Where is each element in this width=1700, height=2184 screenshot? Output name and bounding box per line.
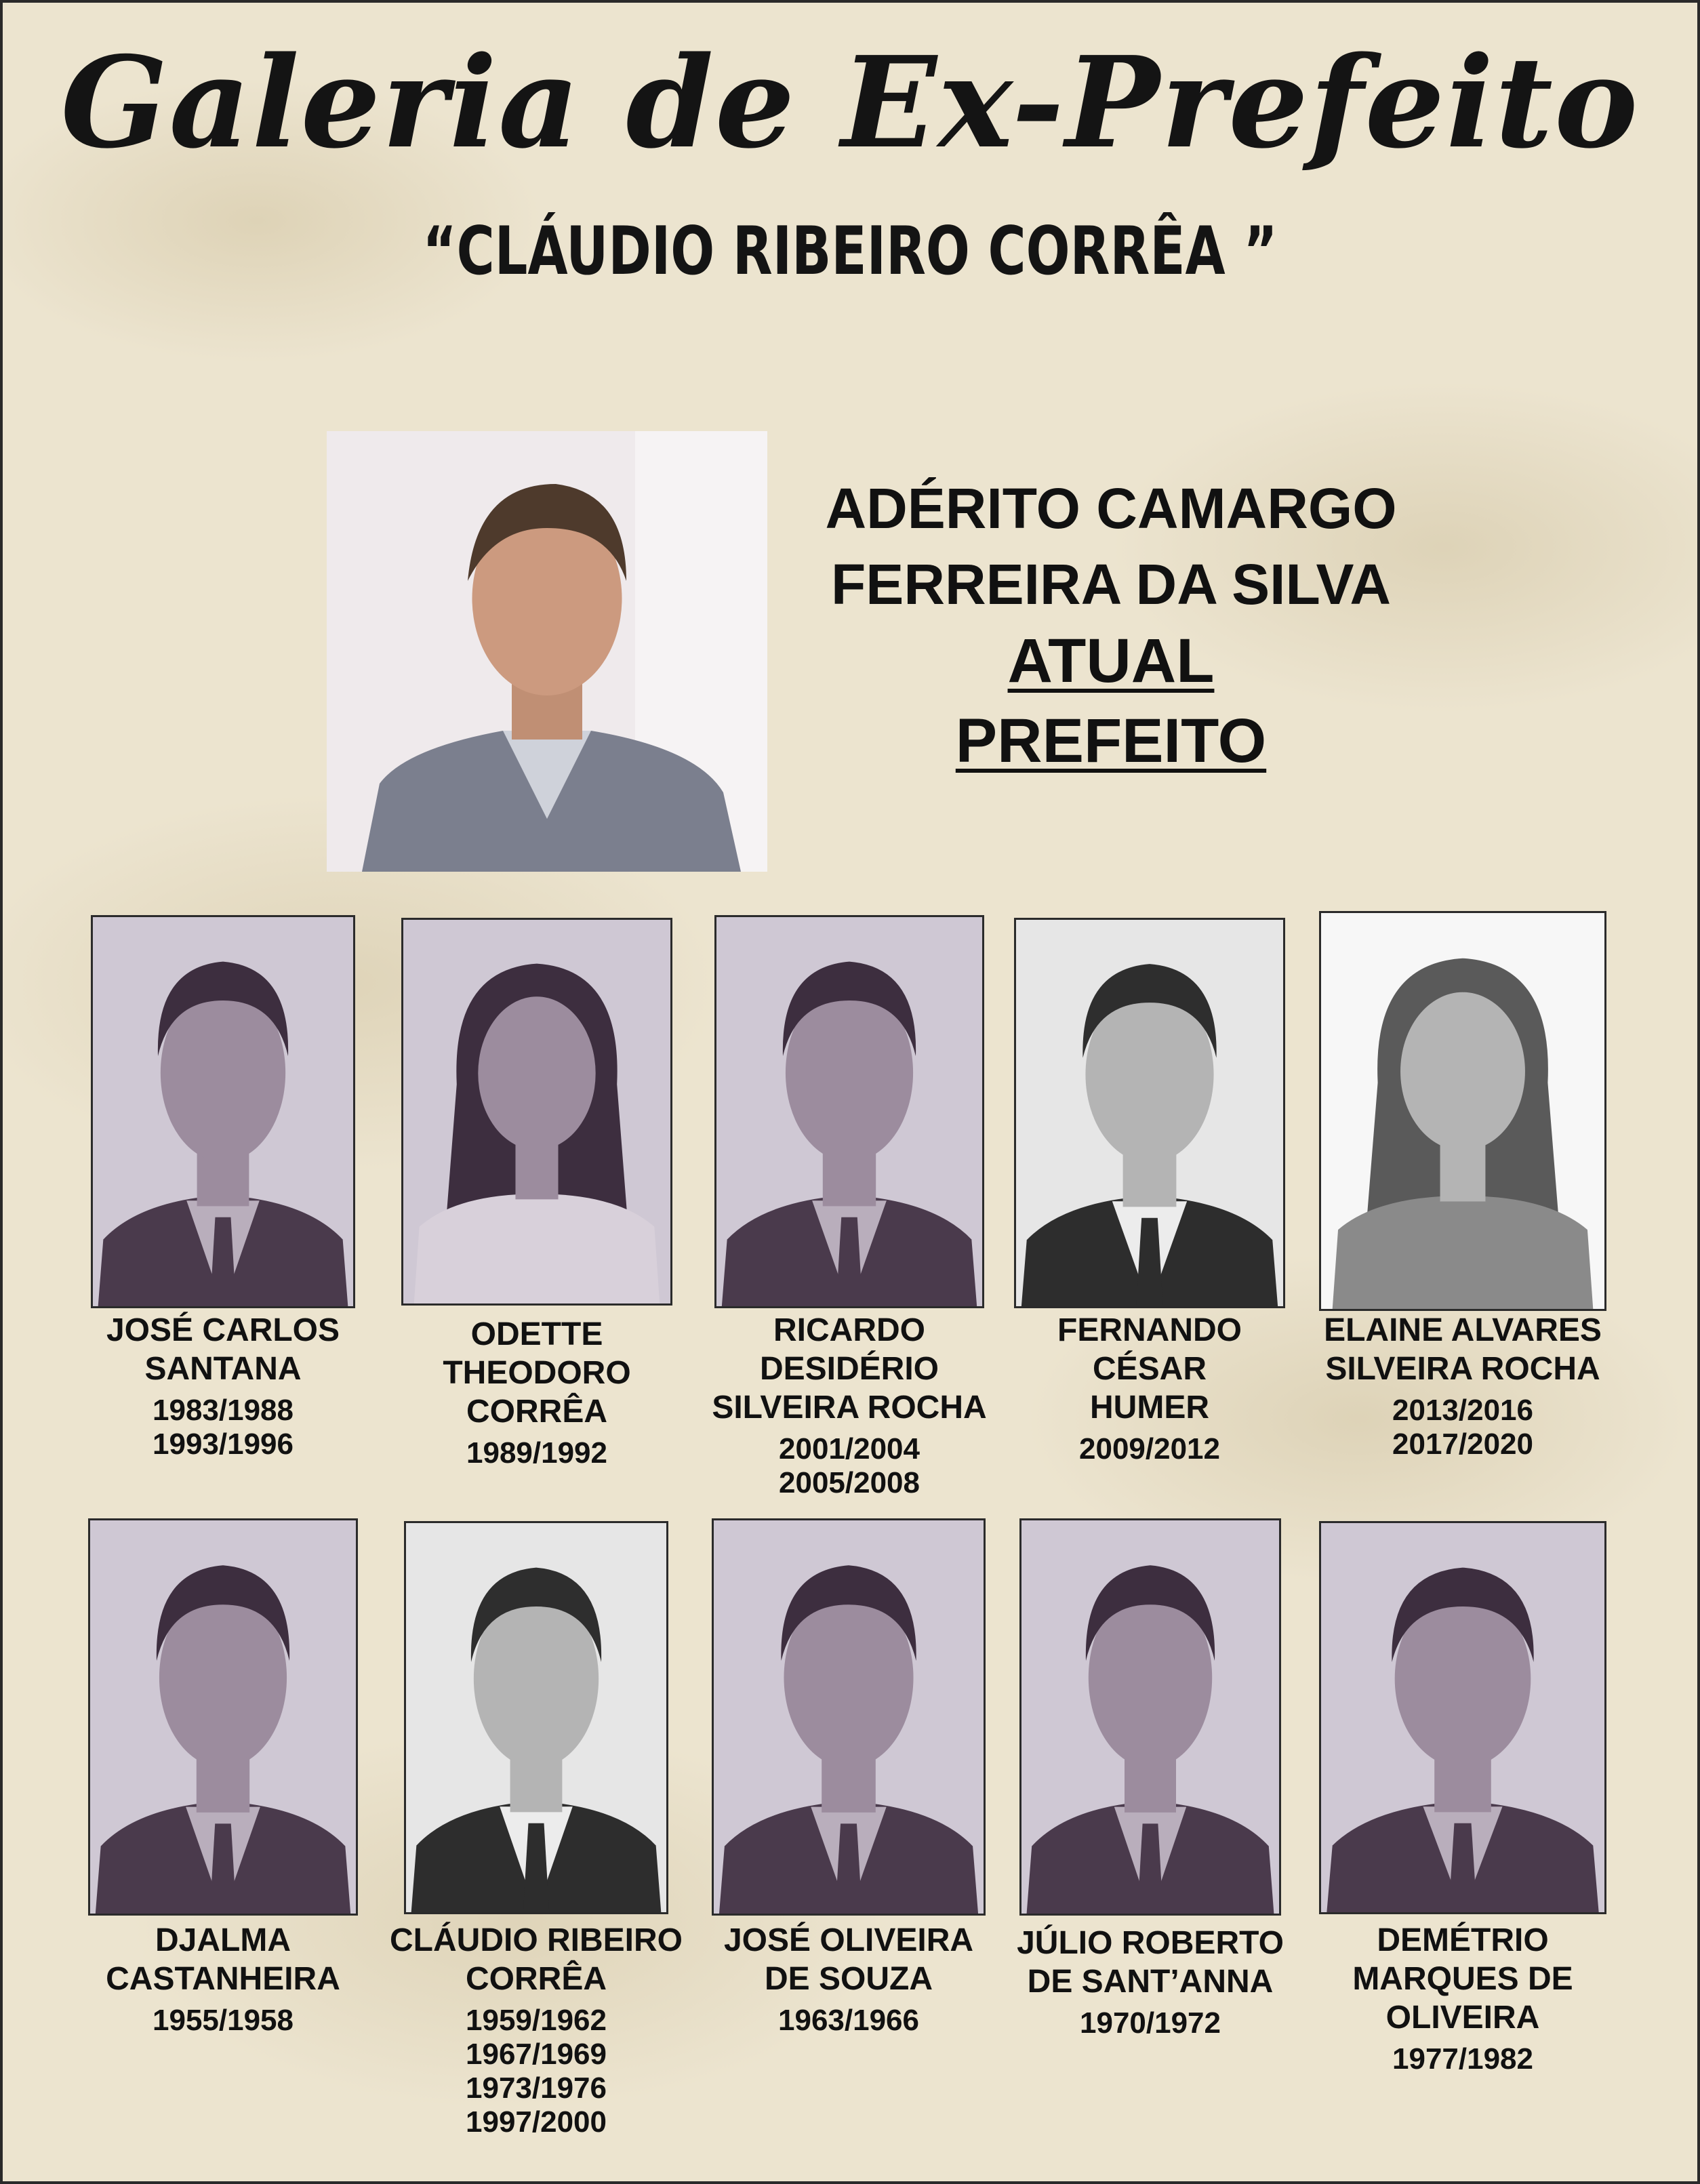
mayor-term: 1977/1982 (1392, 2042, 1533, 2076)
mayor-name-line: RICARDO (773, 1312, 925, 1348)
mayor-caption (686, 1921, 1011, 2038)
current-mayor-name-line1: ADÉRITO CAMARGO (825, 477, 1397, 540)
mayor-name-line: DESIDÉRIO (759, 1351, 939, 1387)
mayor-term: 2001/2004 (779, 1432, 920, 1465)
mayor-term: 1970/1972 (1080, 2006, 1221, 2040)
mayor-photo (88, 1518, 358, 1916)
current-mayor-role-line1: ATUAL (1007, 626, 1215, 695)
mayor-term: 1989/1992 (466, 1436, 607, 1470)
mayor-name-line: SILVEIRA ROCHA (1325, 1351, 1600, 1387)
mayor-name-line: CÉSAR (1092, 1351, 1207, 1387)
mayor-name-line: CORRÊA (466, 1394, 607, 1430)
mayor-photo (1019, 1518, 1281, 1916)
mayor-name-line: ELAINE ALVARES (1324, 1312, 1602, 1348)
mayor-term: 1955/1958 (153, 2004, 294, 2037)
mayor-name-line: SANTANA (144, 1351, 302, 1387)
mayor-name-line: JÚLIO ROBERTO (1017, 1925, 1284, 1961)
mayor-caption (60, 1921, 386, 2038)
current-mayor-name (748, 470, 1474, 622)
mayor-caption (988, 1924, 1313, 2040)
mayor-name-line: JOSÉ CARLOS (106, 1312, 340, 1348)
mayor-name-line: OLIVEIRA (1385, 2000, 1540, 2036)
current-mayor-name-line2: FERREIRA DA SILVA (830, 552, 1391, 616)
mayor-name-line: CASTANHEIRA (106, 1961, 340, 1997)
current-mayor-photo (327, 431, 767, 872)
mayor-name-line: FERNANDO (1057, 1312, 1242, 1348)
mayor-name-line: DJALMA (155, 1922, 291, 1958)
mayor-term: 2013/2016 (1392, 1394, 1533, 1427)
mayor-photo (401, 918, 672, 1306)
mayor-term: 1997/2000 (466, 2105, 607, 2139)
mayor-caption (1300, 1921, 1625, 2076)
mayor-term: 1973/1976 (466, 2071, 607, 2105)
current-mayor-role-line2: PREFEITO (955, 706, 1267, 775)
mayor-name-line: DE SOUZA (764, 1961, 933, 1997)
mayor-term: 1963/1966 (778, 2004, 919, 2037)
mayor-name-line: SILVEIRA ROCHA (712, 1390, 987, 1425)
mayor-photo (1319, 1521, 1606, 1914)
mayor-name-line: JOSÉ OLIVEIRA (723, 1922, 974, 1958)
gallery-title: Galeria de Ex-Prefeito (60, 28, 1640, 176)
mayor-term: 1967/1969 (466, 2038, 607, 2071)
mayor-name-line: CORRÊA (465, 1961, 607, 1997)
mayor-term: 2009/2012 (1079, 1432, 1220, 1465)
mayor-photo (712, 1518, 986, 1916)
mayor-name-line: DE SANT’ANNA (1027, 1964, 1274, 2000)
mayor-caption (374, 1315, 700, 1470)
mayor-photo (1014, 918, 1285, 1308)
mayor-term: 2017/2020 (1392, 1428, 1533, 1461)
mayor-name-line: THEODORO (443, 1355, 631, 1391)
mayor-photo (714, 915, 984, 1308)
mayor-photo (91, 915, 355, 1308)
mayor-name-line: HUMER (1090, 1390, 1209, 1425)
current-mayor-role (748, 621, 1474, 781)
mayor-name-line: DEMÉTRIO (1377, 1922, 1549, 1958)
mayor-name-line: MARQUES DE (1352, 1961, 1573, 1997)
mayor-photo (1319, 911, 1606, 1311)
mayor-term: 1993/1996 (153, 1428, 294, 1461)
mayor-caption (1300, 1311, 1625, 1461)
gallery-subtitle: “CLÁUDIO RIBEIRO CORRÊA ” (422, 213, 1278, 290)
mayor-caption (373, 1921, 699, 2139)
mayor-name-line: ODETTE (470, 1316, 603, 1352)
mayor-caption (687, 1311, 1012, 1500)
mayor-caption (60, 1311, 386, 1461)
mayor-caption (987, 1311, 1312, 1466)
mayor-term: 1959/1962 (466, 2004, 607, 2037)
mayor-term: 1983/1988 (153, 1394, 294, 1427)
mayor-term: 2005/2008 (779, 1466, 920, 1499)
mayor-name-line: CLÁUDIO RIBEIRO (390, 1922, 683, 1958)
mayor-photo (404, 1521, 668, 1914)
